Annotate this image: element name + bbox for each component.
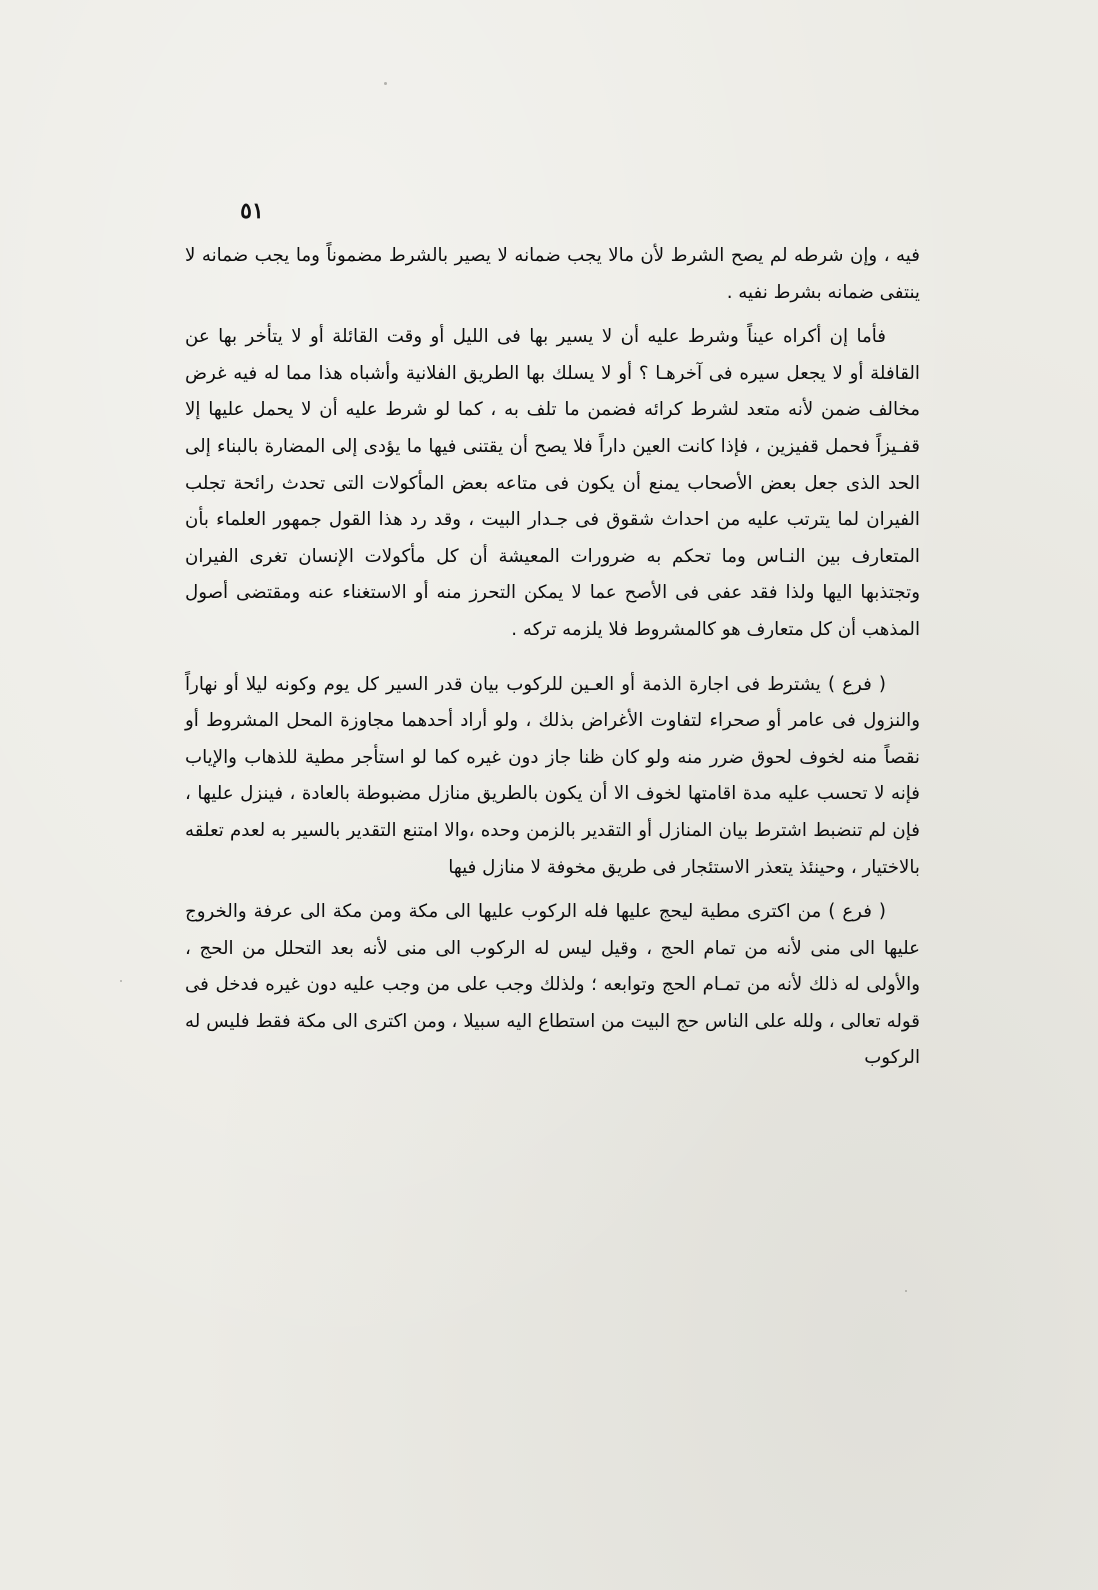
paragraph-2: فأما إن أكراه عيناً وشرط عليه أن لا يسير بها فى الليل أو وقت القائلة أو لا يتأخر بها عن القافلة أو لا يجعل سيره فى آخرهـا ؟ أو لا يسلك بها الطريق الفلانية وأشباه هذا مما له فيه غرض مخالف ضمن لأنه متعد لشرط كرائه فضمن ما تلف به ، كما لو شرط عليه أن لا يحمل عليها إلا قفـيزاً فحمل قفيزين ، فإذا كانت العين داراً فلا يصح أن يقتنى فيها ما يؤدى إلى المضارة بالبناء إلى الحد الذى جعل بعض الأصحاب يمنع أن يكون فى متاعه بعض المأكولات التى تحدث رائحة تجلب الفيران لما يترتب عليه من احداث شقوق فى جـدار البيت ، وقد رد هذا القول جمهور العلماء بأن المتعارف بين النـاس وما تحكم به ضرورات المعيشة أن كل مأكولات الإنسان تغرى الفيران وتجتذبها اليها ولذا فقد عفى فى الأصح عما لا يمكن التحرز منه أو الاستغناء عنه ومقتضى أصول المذهب أن كل متعارف هو كالمشروط فلا يلزمه تركه . [185, 326, 920, 640]
paragraph-3: ( فرع ) يشترط فى اجارة الذمة أو العـين للركوب بيان قدر السير كل يوم وكونه ليلا أو نهاراً والنزول فى عامر أو صحراء لتفاوت الأغراض بذلك ، ولو أراد أحدهما مجاوزة المحل المشروط أو نقصاً منه لخوف لحوق ضرر منه ولو كان ظنا جاز دون غيره كما لو استأجر مطية للذهاب والإياب فإنه لا تحسب عليه مدة اقامتها لخوف الا أن يكون بالطريق منازل مضبوطة بالعادة ، فينزل عليها ، فإن لم تنضبط اشترط بيان المنازل أو التقدير بالزمن وحده ،والا امتنع التقدير بالسير به لعدم تعلقه بالاختيار ، وحينئذ يتعذر الاستئجار فى طريق مخوفة لا منازل فيها [185, 673, 920, 878]
paper-speck [120, 980, 122, 982]
paper-speck [384, 82, 387, 85]
paragraph-4: ( فرع ) من اكترى مطية ليحج عليها فله الركوب عليها الى مكة ومن مكة الى عرفة والخروج عليها الى منى لأنه من تمام الحج ، وقيل ليس له الركوب الى منى لأنه بعد التحلل من الحج ، والأولى له ذلك لأنه من تمـام الحج وتوابعه ؛ ولذلك وجب على من وجب عليه دون غيره فدخل فى قوله تعالى ، ولله على الناس حج البيت من استطاع اليه سبيلا ، ومن اكترى الى مكة فقط فليس له الركوب [185, 901, 920, 1069]
body-text [185, 238, 920, 1077]
paper-speck [905, 1290, 907, 1292]
paragraph-1: فيه ، وإن شرطه لم يصح الشرط لأن مالا يجب ضمانه لا يصير بالشرط مضموناً وما يجب ضمانه لا ينتفى ضمانه بشرط نفيه . [185, 245, 920, 303]
page-number: ٥١ [240, 198, 264, 224]
